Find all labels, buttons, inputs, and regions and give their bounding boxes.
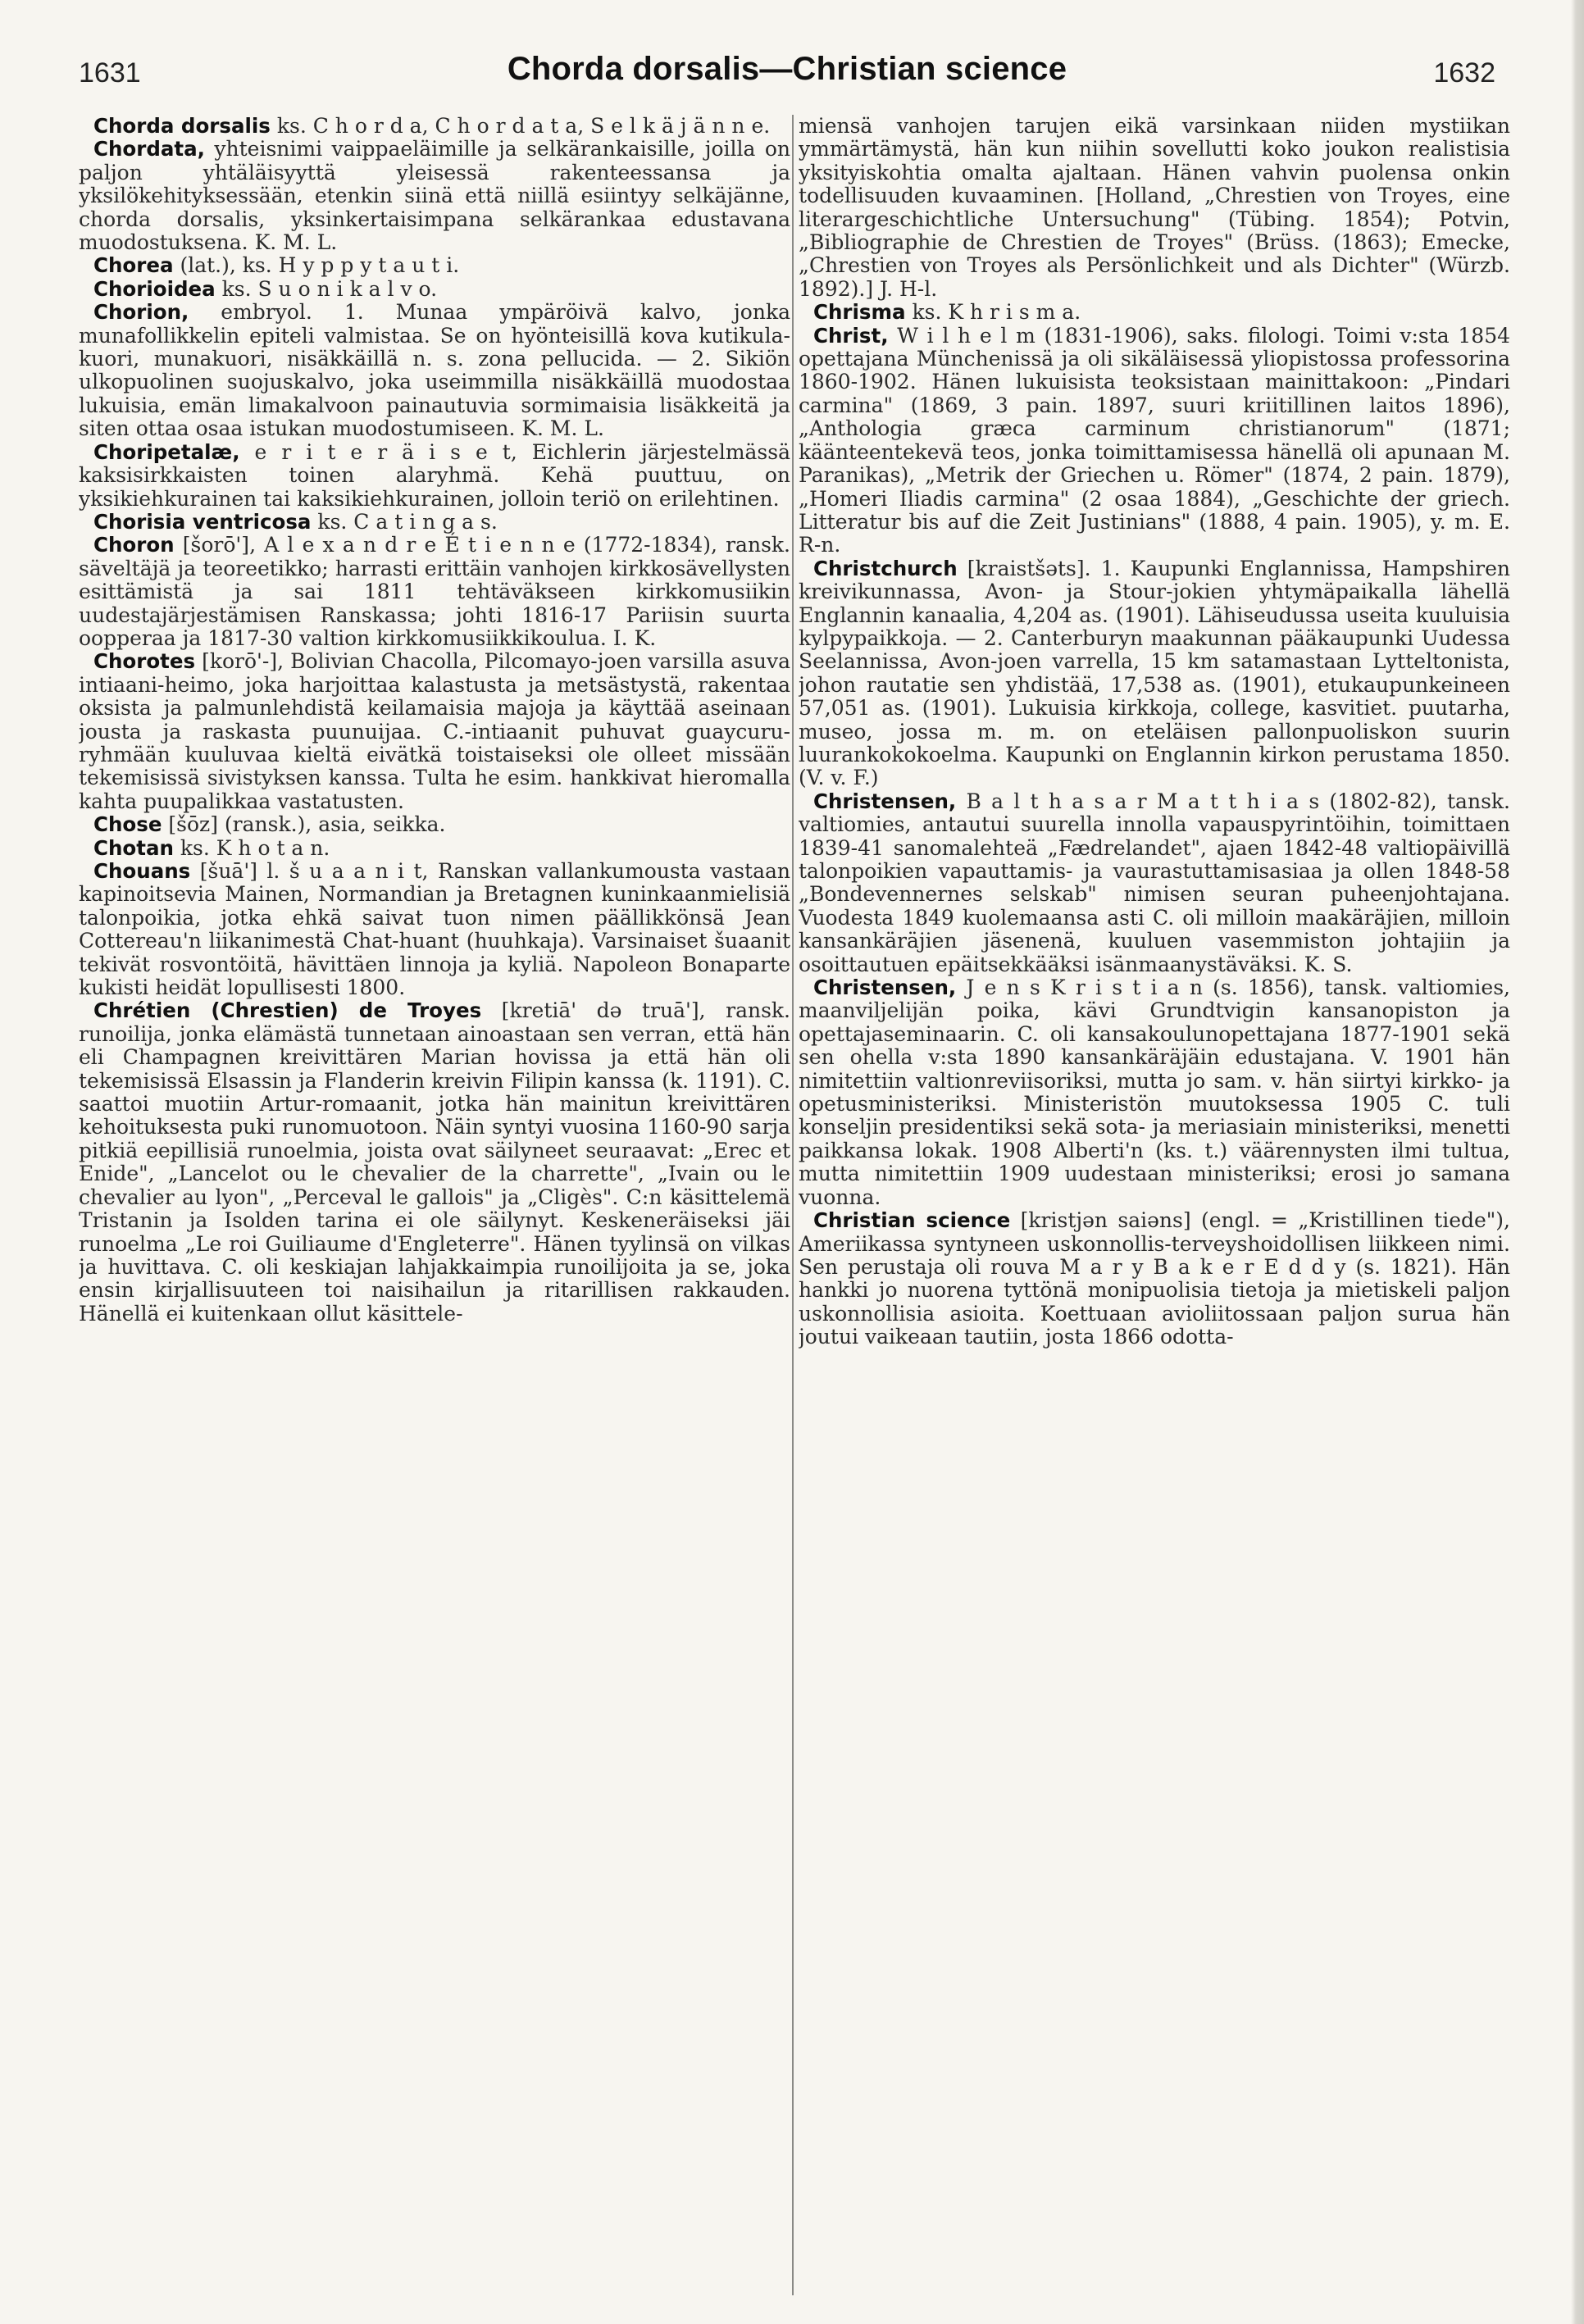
dictionary-entry (79, 115, 790, 138)
entry-headword: Christensen, (813, 789, 957, 813)
dictionary-entry (799, 325, 1510, 557)
dictionary-entry (799, 301, 1510, 324)
entry-headword: Chorotes (93, 649, 196, 674)
dictionary-entry (79, 837, 790, 860)
entry-headword: Choripetalæ, (93, 439, 240, 464)
entry-headword: Chrétien (Chrestien) de Troyes (93, 998, 482, 1023)
entry-body: ks. K h r i s m a. (905, 300, 1081, 325)
entry-body: [korō'-], Bolivian Chacolla, Pilcomayo-joen varsilla asuva intiaani-heimo, joka harjoittaa kalastusta ja metsästystä, rakentaa oksista ja palmunlehdistä keilamaisia majoja ja käyttää aseinaan jousta ja raskasta puunuijaa. C.-intiaanit puhuvat guaycuru-ryhmään kuuluvaa kieltä eivätkä toistaiseksi ole olleet missään tekemisissä sivistyksen kanssa. Tulta he esim. hankkivat hieromalla kahta puupalikkaa vastatusten. (79, 649, 790, 813)
dictionary-entry (79, 254, 790, 277)
entry-headword: Chorion, (93, 300, 189, 325)
entry-headword: Christ, (813, 323, 889, 348)
page-number-right: 1632 (1433, 57, 1495, 89)
dictionary-entry (799, 976, 1510, 1209)
entry-body: [kraistšəts]. 1. Kaupunki Englannissa, Hampshiren kreivikunnassa, Avon- ja Stour-jokien yhtymäpaikalla lähellä Englannin kanaalia, 4,204 as. (1901). Lähiseudussa useita kuuluisia kylpypaikkoja. — 2. Canterburyn maakunnan pääkaupunki Uudessa Seelannissa, Avon-joen varrella, 15 km satamastaan Lytteltonista, johon rautatie sen yhdistää, 17,538 as. (1901), etukaupunkeineen 57,051 as. (1901). Lukuisia kirkkoja, college, kasvitiet. puutarha, museo, jossa m. m. on eteläisen pallonpuoliskon suurin luurankokokoelma. Kaupunki on Englannin kirkon perustama 1850. (V. v. F.) (799, 556, 1510, 790)
page-edge-shadow (1571, 0, 1584, 2324)
column-divider (792, 115, 794, 2295)
dictionary-entry (79, 138, 790, 254)
entry-headword: Chotan (93, 835, 174, 860)
dictionary-entry (79, 813, 790, 836)
dictionary-entry (79, 534, 790, 650)
left-column (79, 115, 790, 2295)
entry-body: B a l t h a s a r M a t t h i a s (1802-82), tansk. valtiomies, antautui suurella innolla vapauspyrintöihin, toimittaen 1839-41 sanomalehteä „Fædrelandet", ajaen 1842-48 valtiopäivillä talonpoikien vapauttamis- ja vaurastuttamisasiaa ja ollen 1848-58 „Bondevennernes selskab" nimisen seuran puheenjohtajana. Vuodesta 1849 kuolemaansa asti C. oli milloin maakäräjien, milloin kansankäräjien jäsenenä, kuuluen vasemmiston johtajiin ja osoittautuen epäitsekkääksi isänmaanystäväksi. K. S. (799, 789, 1510, 976)
entry-body: [šōz] (ransk.), asia, seikka. (162, 812, 446, 837)
entry-body: (lat.), ks. H y p p y t a u t i. (173, 253, 460, 278)
entry-headword: Chorea (93, 253, 174, 278)
dictionary-entry (79, 278, 790, 301)
entry-body: W i l h e l m (1831-1906), saks. filologi. Toimi v:sta 1854 opettajana Münchenissä ja oli sikäläisessä yliopistossa professorina 1860-1902. Hänen lukuisista teoksistaan mainittakoon: „Pindari carmina" (1869, 3 pain. 1897, suuri kriitillinen laitos 1896), „Anthologia græca carminum christianorum" (1871; käänteentekevä teos, jonka toimittamisessa hänellä oli apunaan M. Paranikas), „Metrik der Griechen u. Römer" (1874, 2 pain. 1879), „Homeri Iliadis carmina" (2 osaa 1884), „Geschichte der griech. Litteratur bis auf die Zeit Justinians" (1888, 4 pain. 1905), y. m. E. R-n. (799, 323, 1510, 557)
right-column (799, 115, 1510, 2295)
dictionary-entry (79, 511, 790, 534)
entry-body: ks. S u o n i k a l v o. (215, 276, 438, 301)
dictionary-entry (799, 115, 1510, 301)
entry-body: [šorō'], A l e x a n d r e É t i e n n e (1772-1834), ransk. säveltäjä ja teoreetikko; harrasti erittäin vanhojen kirkkosävellysten esittämistä ja sai 1811 tehtäväkseen kirkkomusiikin uudestajärjestämisen Ranskassa; johti 1816-17 Pariisin suurta oopperaa ja 1817-30 valtion kirkkomusiikkikoulua. I. K. (79, 533, 790, 650)
entry-headword: Christian science (813, 1208, 1011, 1233)
entry-headword: Chordata, (93, 137, 205, 161)
entry-body: [kretiā' də truā'], ransk. runoilija, jonka elämästä tunnetaan ainoastaan sen verran, että hän eli Champagnen kreivittären Marian hovissa ja että hän oli tekemisissä Elsassin ja Flanderin kreivin Filipin kanssa (k. 1191). C. saattoi muotiin Artur-romaanit, jotka hän mainitun kreivittären kehoituksesta puki runomuotoon. Näin syntyi vuosina 1160-90 sarja pitkiä eepillisiä runoelmia, joista ovat säilyneet seuraavat: „Erec et Enide", „Lancelot ou le chevalier de la charrette", „Ivain ou le chevalier au lyon", „Perceval le gallois" ja „Cligès". C:n käsittelemä Tristanin ja Isolden tarina ei ole säilynyt. Keskeneräiseksi jäi runoelma „Le roi Guiliaume d'Engleterre". Hänen tyylinsä on vilkas ja huvittava. C. oli keskiajan lahjakkaimpia runoilijoita ja se, joka ensin kirjallisuuteen toi naisihailun ja ritarillisen rakkauden. Hänellä ei kuitenkaan ollut käsittele- (79, 998, 790, 1326)
dictionary-entry (799, 557, 1510, 790)
entry-headword: Chorda dorsalis (93, 115, 271, 138)
entry-headword: Choron (93, 533, 175, 557)
entry-headword: Chose (93, 812, 162, 837)
page-header (79, 51, 1495, 97)
entry-headword: Christensen, (813, 976, 957, 1000)
entry-headword: Chouans (93, 859, 191, 883)
entry-body: [šuā'] l. š u a a n i t, Ranskan vallankumousta vastaan kapinoitsevia Mainen, Normandian ja Bretagnen kuninkaanmielisiä talonpoikia, jotka ehkä saivat tuon nimen päällikkönsä Jean Cottereau'n liikanimestä Chat-huant (huuhkaja). Varsinaiset šuaanit tekivät rosvontöitä, hävittäen linnoja ja kyliä. Napoleon Bonaparte kukisti heidät lopullisesti 1800. (79, 859, 790, 1000)
dictionary-entry (799, 1209, 1510, 1348)
entry-headword: Chorisia ventricosa (93, 509, 312, 534)
dictionary-entry (799, 790, 1510, 976)
page-number-left: 1631 (79, 57, 141, 89)
dictionary-entry (79, 301, 790, 440)
entry-body: ks. C a t i n g a s. (311, 509, 498, 534)
dictionary-entry (79, 441, 790, 511)
entry-body: yhteisnimi vaippaeläimille ja selkärankaisille, joilla on paljon yhtäläisyyttä yleisessä rakenteessansa ja yksilökehityksessään, etenkin siinä että niillä esiintyy selkäjänne, chorda dorsalis, yksinkertaisimpana selkärankaa edustavana muodostuksena. K. M. L. (79, 137, 790, 255)
entry-headword: Chrisma (813, 300, 906, 325)
entry-body: ks. C h o r d a, C h o r d a t a, S e l k ä j ä n n e. (270, 115, 771, 138)
dictionary-entry (79, 650, 790, 813)
entry-body: e r i t e r ä i s e t, Eichlerin järjestelmässä kaksisirkkaisten toinen alaryhmä. Kehä puuttuu, on yksikiehkurainen tai kaksikiehkurainen, jolloin teriö on erilehtinen. (79, 439, 790, 511)
entry-body: ks. K h o t a n. (173, 835, 330, 860)
entry-headword: Christchurch (813, 556, 958, 580)
entry-headword: Chorioidea (93, 276, 216, 301)
entry-body: J e n s K r i s t i a n (s. 1856), tansk. valtiomies, maanviljelijän poika, kävi Grundtvigin kansanopiston ja opettajaseminaarin. C. oli kansakoulunopettajana 1877-1901 sekä sen ohella v:sta 1890 kansankäräjäin edustajana. V. 1901 hän nimitettiin valtionreviisoriksi, mutta jo sam. v. hän siirtyi kirkko- ja opetusministeriksi. Ministeristön muutoksessa 1905 C. tuli konseljin presidentiksi sekä sota- ja meriasiain ministeriksi, menetti paikkansa lokak. 1908 Alberti'n (ks. t.) väärennysten ilmi tultua, mutta nimitettiin 1909 uudestaan ministeriksi; erosi jo samana vuonna. (799, 976, 1510, 1209)
dictionary-entry (79, 860, 790, 999)
entry-body: [kristjən saiəns] (engl. = „Kristillinen tiede"), Ameriikassa syntyneen uskonnollis-terveyshoidollisen liikkeen nimi. Sen perustaja oli rouva M a r y B a k e r E d d y (s. 1821). Hän hankki jo nuorena tyttönä monipuolisia tietoja ja mietiskeli paljon uskonnollisia asioita. Koettuaan avioliitossaan paljon surua hän joutui vaikeaan tautiin, josta 1866 odotta- (799, 1208, 1510, 1349)
running-title: Chorda dorsalis—Christian science (507, 51, 1067, 87)
dictionary-entry (79, 999, 790, 1326)
entry-body: miensä vanhojen tarujen eikä varsinkaan niiden mystiikan ymmärtämystä, hän kun niihin sovellutti koko joukon realistisia yksityiskohtia omalta ajaltaan. Hänen vahvin puolensa onkin todellisuuden kuvaaminen. [Holland, „Chrestien von Troyes, eine literargeschichtliche Untersuchung" (Tübing. 1854); Potvin, „Bibliographie de Chrestien de Troyes" (Brüss. (1863); Emecke, „Chrestien von Troyes als Persönlichkeit und als Dichter" (Würzb. 1892).] J. H-l. (799, 115, 1510, 301)
entry-body: embryol. 1. Munaa ympäröivä kalvo, jonka munafollikkelin epiteli valmistaa. Se on hyönteisillä kova kutikula-kuori, munakuori, nisäkkäillä n. s. zona pellucida. — 2. Sikiön ulkopuolinen suojuskalvo, joka useimmilla nisäkkäillä muodostaa lukuisia, emän limakalvoon painautuvia sormimaisia lisäkkeitä ja siten ottaa osaa istukan muodostumiseen. K. M. L. (79, 300, 790, 441)
